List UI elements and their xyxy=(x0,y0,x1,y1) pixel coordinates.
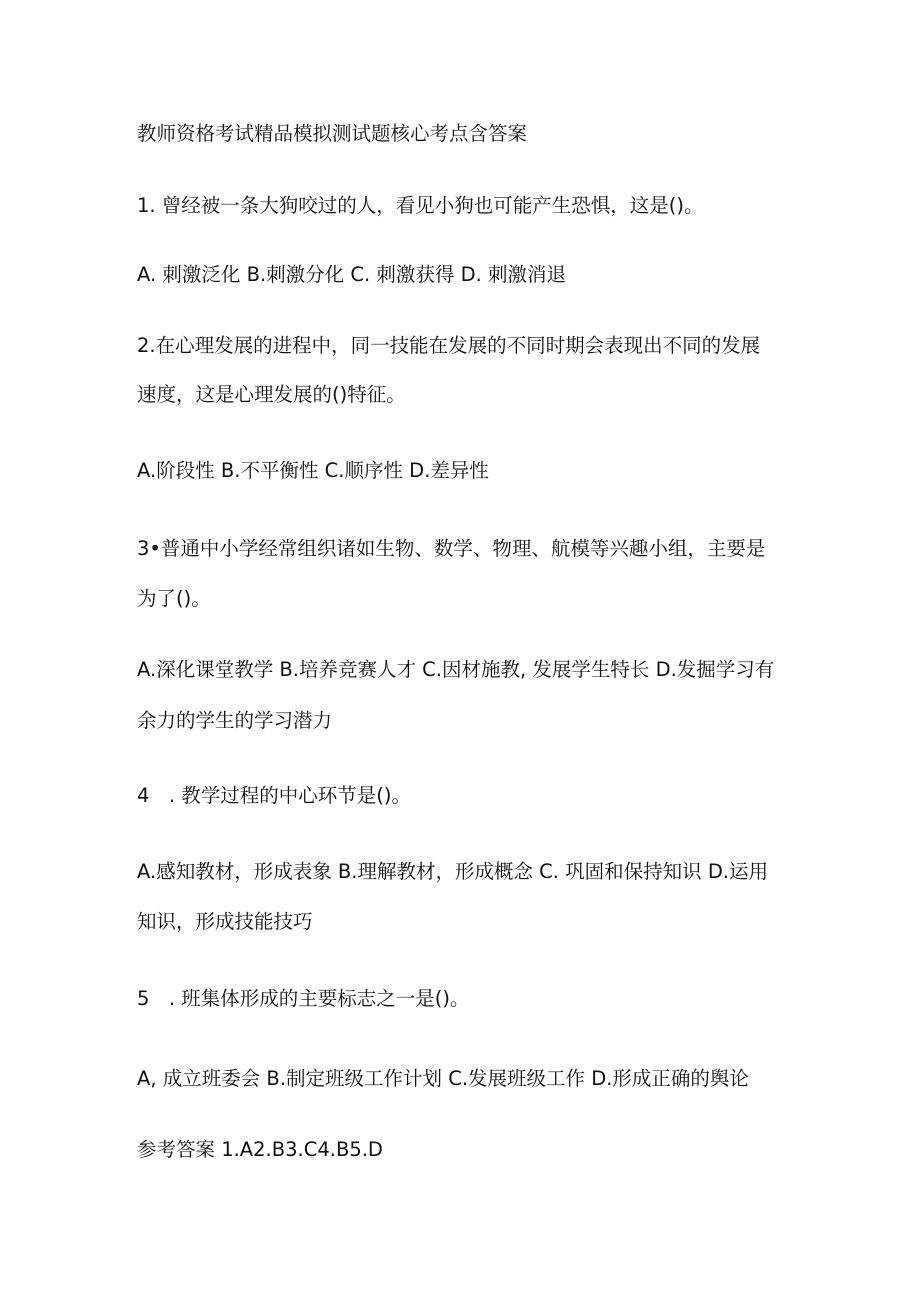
question-4-stem: 4 . 教学过程的中心环节是()。 xyxy=(137,784,412,807)
question-1-options: A. 刺激泛化 B.刺激分化 C. 刺激获得 D. 刺激消退 xyxy=(137,263,566,286)
question-2-options: A.阶段性 B.不平衡性 C.顺序性 D.差异性 xyxy=(137,459,489,482)
question-4-options-line-2: 知识，形成技能技巧 xyxy=(137,910,313,933)
question-3-stem-line-1: 3•普通中小学经常组织诸如生物、数学、物理、航模等兴趣小组，主要是 xyxy=(137,537,766,560)
question-3-options-line-2: 余力的学生的学习潜力 xyxy=(137,709,333,732)
question-1-stem: 1. 曾经被一条大狗咬过的人，看见小狗也可能产生恐惧，这是()。 xyxy=(137,194,704,217)
answer-key: 参考答案 1.A2.B3.C4.B5.D xyxy=(137,1138,383,1161)
question-2-stem-line-1: 2.在心理发展的进程中，同一技能在发展的不同时期会表现出不同的发展 xyxy=(137,334,761,357)
question-3-stem-line-2: 为了()。 xyxy=(137,587,211,610)
question-3-options-line-1: A.深化课堂教学 B.培养竞赛人才 C.因材施教, 发展学生特长 D.发掘学习有 xyxy=(137,658,775,681)
document-title: 教师资格考试精品模拟测试题核心考点含答案 xyxy=(137,122,528,145)
question-5-stem: 5 . 班集体形成的主要标志之一是()。 xyxy=(137,987,470,1010)
question-2-stem-line-2: 速度，这是心理发展的()特征。 xyxy=(137,383,406,406)
question-4-options-line-1: A.感知教材，形成表象 B.理解教材，形成概念 C. 巩固和保持知识 D.运用 xyxy=(137,860,769,883)
question-5-options: A, 成立班委会 B.制定班级工作计划 C.发展班级工作 D.形成正确的舆论 xyxy=(137,1067,749,1090)
